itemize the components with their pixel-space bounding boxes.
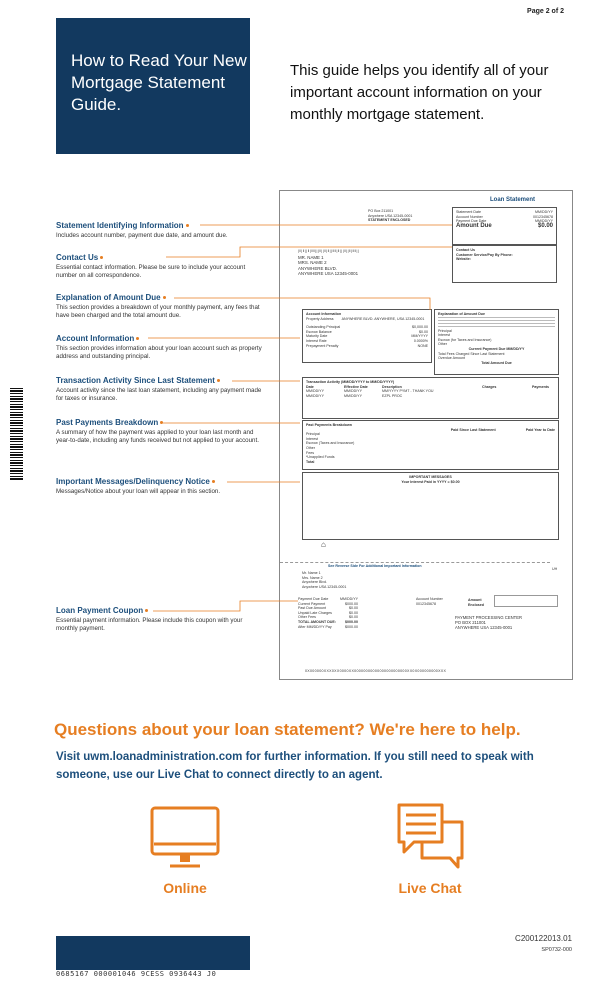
mailing-address: MR. NAME 1 MRS. NAME 2 ANYWHERE BLVD. ANYWHERE USA 12345-0001 [298, 255, 359, 277]
sample-statement [279, 190, 573, 680]
pointer-dot [217, 379, 220, 382]
section-explanation-amount-due [56, 293, 264, 321]
pointer-dot [186, 224, 189, 227]
pointer-dot [145, 609, 148, 612]
chat-bubbles-icon[interactable] [396, 802, 466, 870]
section-heading: Past Payments Breakdown [56, 418, 159, 427]
messages-box: IMPORTANT MESSAGES Your Interest Paid in YYYY = $0.00 [302, 472, 559, 540]
help-body: Visit uwm.loanadministration.com for further information. If you still need to speak with someone, use our Live Chat to connect directly to an agent. [56, 751, 534, 781]
section-important-messages [56, 477, 264, 496]
online-label[interactable]: Online [163, 880, 207, 896]
pointer-dot [212, 480, 215, 483]
amount-due-value: $0.00 [537, 222, 553, 229]
section-body: Includes account number, payment due date, and amount due. [56, 232, 228, 239]
section-heading: Transaction Activity Since Last Statement [56, 376, 215, 385]
amount-enclosed-field[interactable] [494, 595, 558, 607]
intro-text: This guide helps you identify all of your important account information on your monthly mortgage statement. [290, 62, 549, 123]
return-address: PO Box 211001 Anywhere USA 12345-0001 STATEMENT ENCLOSED [368, 209, 413, 223]
past-payments-box: Past Payments Breakdown Paid Since Last Statement Paid Year to Date Principal Interest Escrow (Taxes and Insurance) Other Fees *Unapplied Funds Total [302, 420, 559, 470]
section-body: This section provides information about your loan account such as property address and outstanding principal. [56, 345, 262, 361]
statement-id-box: Statement Date MM/DD/YY Account Number 0012345678 Payment Due Date MM/DD/YY Amount Due $0.00 [452, 207, 557, 245]
pointer-dot [160, 421, 163, 424]
guide-title: How to Read Your New Mortgage Statement Guide. [71, 51, 247, 114]
pointer-dot [163, 296, 166, 299]
section-loan-payment-coupon [56, 606, 264, 634]
footer-code: 0685167 000001046 9CESS 0936443 J0 [56, 970, 217, 978]
section-body: Messages/Notice about your loan will appear in this section. [56, 488, 221, 495]
page-number: Page 2 of 2 [527, 8, 564, 15]
form-id: C200122013.01 [515, 934, 572, 943]
coupon-account: Account Number 0012345678 [416, 597, 443, 606]
form-sub-id: SP0732-000 [541, 947, 572, 953]
section-heading: Important Messages/Delinquency Notice [56, 477, 210, 486]
pointer-dot [136, 337, 139, 340]
section-account-information [56, 334, 264, 362]
title-box [56, 18, 250, 154]
pointer-dot [100, 256, 103, 259]
live-chat-label[interactable]: Live Chat [398, 880, 462, 896]
contact-box: Contact Us Customer Service/Pay By Phone: Website: [452, 245, 557, 283]
explanation-box: Explanation of Amount Due Principal Interest Escrow (for Taxes and Insurance) Other Current Payment Due MM/DD/YY Total Fees Charged Since Last Statement Overdue Amount Total Amount Due [434, 309, 559, 375]
statement-title: Loan Statement [490, 197, 536, 203]
reverse-note: See Reverse Side For Additional Important Information [328, 564, 422, 568]
section-heading: Account Information [56, 334, 135, 343]
amount-enclosed-label: Amount Enclosed [468, 598, 484, 607]
tear-line [280, 562, 550, 563]
section-heading: Loan Payment Coupon [56, 606, 144, 615]
coupon-amounts: Payment Due Date MM/DD/YY Current Payment $000.00 Past Due Amount $0.00 Unpaid Late Charges $0.00 Other Fees $0.00 TOTAL AMOUNT DUE: $000.00 After MM/DD/YY Pay $000.00 [298, 597, 358, 629]
section-statement-identifying [56, 221, 264, 240]
section-past-payments [56, 418, 264, 446]
mailing-barcode: |‖|‖||‖|‖‖|||‖||‖|‖||‖‖|‖|||‖||‖|‖‖|| [298, 249, 360, 253]
section-heading: Statement Identifying Information [56, 221, 184, 230]
section-body: Essential contact information. Please be sure to include your account number on all correspondence. [56, 264, 246, 280]
uh-code: UH [552, 567, 558, 571]
coupon-names: Mr. Name 1 Mrs. Name 2 Anywhere Blvd. Anywhere USA 12345-0001 [302, 571, 347, 589]
scanline: 0X000000XXX0XX0000XX00000000000000000000000XX0X000000000XXX [305, 669, 447, 673]
account-info-box: Account Information Property Address ANYWHERE BLVD. ANYWHERE, USA 12345-0001 Outstanding Principal $0,000.00 Escrow Balance $0.00 Maturity Date MM/YYYY Interest Rate 0.0000% Prepayment Penalty NONE [302, 309, 432, 363]
section-heading: Explanation of Amount Due [56, 293, 161, 302]
amount-due-label: Amount Due [456, 222, 492, 229]
section-body: Account activity since the last loan statement, including any payment made for taxes or insurance. [56, 387, 262, 403]
section-body: This section provides a breakdown of your monthly payment, any fees that have been charged and the total amount due. [56, 304, 260, 320]
transaction-box: Transaction Activity (MM/DD/YYYY to MM/DD/YYYY) Date Effective Date Description Charges Payments MM/DD/YY MM/DD/YY MM/YYYY PYMT - THANK YOU MM/DD/YY MM/DD/YY EZPL PROC [302, 377, 559, 419]
monitor-icon[interactable] [150, 806, 220, 870]
footer-bar [56, 936, 250, 970]
section-heading: Contact Us [56, 253, 99, 262]
help-heading: Questions about your loan statement? We're here to help. [54, 720, 521, 739]
section-body: Essential payment information. Please include this coupon with your monthly payment. [56, 617, 243, 633]
side-barcode [10, 388, 23, 480]
section-transaction-activity [56, 376, 264, 404]
payment-center-address: PAYMENT PROCESSING CENTER PO BOX 211001 ANYWHERE USA 12345-0001 [455, 615, 523, 631]
equal-housing-icon: ⌂ [321, 540, 326, 549]
section-contact-us [56, 253, 264, 281]
section-body: A summary of how the payment was applied to your loan last month and year-to-date, including any funds received but not applied to your account. [56, 429, 259, 445]
